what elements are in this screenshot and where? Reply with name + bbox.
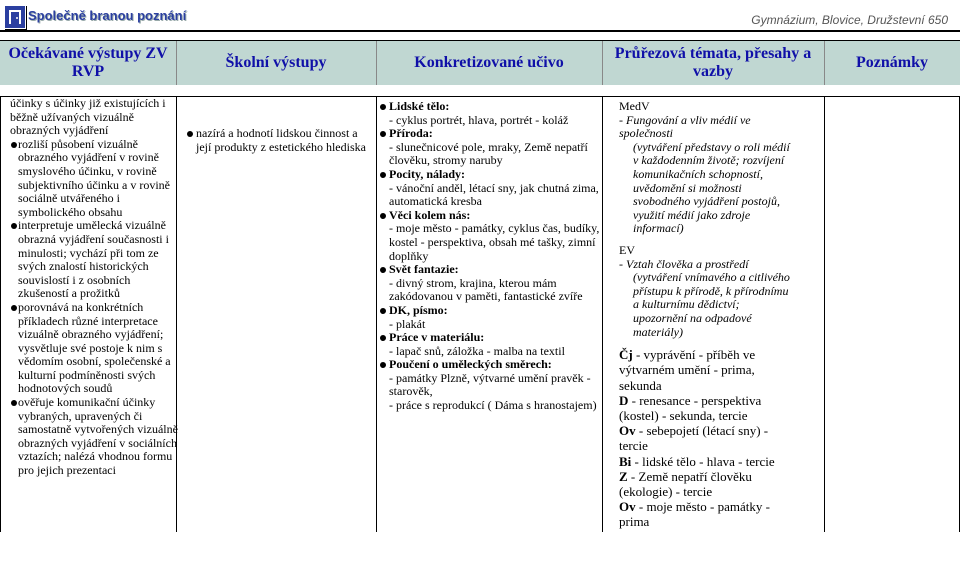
outcomes-column [10, 97, 178, 532]
content-line: - památky Plzně, výtvarné umění pravěk - starověk, [389, 370, 591, 399]
theme-title: EV [619, 242, 635, 257]
list-item: rozliší působení vizuálně obrazného vyjádření v rovině smyslového účinku, v rovině subjektivního účinku a v rovině sociálně utvářeného i symbolického obsahu [10, 138, 178, 220]
content-title: Příroda: [380, 127, 602, 141]
link-item: Čj - vyprávění - příběh ve výtvarném umění - prima, sekunda [619, 347, 756, 393]
header-notes: Poznámky [856, 54, 928, 71]
list-item: nazírá a hodnotí lidskou činnost a její produkty z estetického hlediska [186, 127, 366, 154]
content-title: Věci kolem nás: [380, 209, 602, 223]
theme-title: MedV [619, 99, 650, 113]
content-line: - cyklus portrét, hlava, portrét - koláž [389, 112, 569, 127]
content-line: - divný strom, krajina, kterou mám zakódovanou v paměti, fantastické zvíře [389, 275, 583, 304]
content-line: - práce s reprodukcí ( Dáma s hranostajem) [389, 398, 597, 413]
content-line: - slunečnicové pole, mraky, Země nepatří člověku, stromy naruby [389, 139, 588, 168]
outcome-intro: účinky s účinky již existujících i běžně užívaných vizuálně obrazných vyjádření [10, 96, 166, 138]
theme-line: - Fungování a vliv médií ve společnosti [619, 112, 751, 141]
header-content: Konkretizované učivo [414, 54, 564, 71]
content-line: - moje město - památky, cyklus čas, budíky, kostel - perspektiva, obsah mé tašky, zimní doplňky [389, 221, 600, 263]
logo-text: Společně branou poznání [28, 8, 187, 23]
theme-line: - Vztah člověka a prostředí [619, 256, 749, 271]
header-school-outcomes: Školní výstupy [225, 54, 327, 71]
content-title: Svět fantazie: [380, 263, 602, 277]
content-title: Práce v materiálu: [380, 331, 602, 345]
school-outcomes-column [186, 127, 366, 562]
header-themes: Průřezová témata, přesahy a vazby [614, 45, 812, 80]
themes-column [619, 100, 794, 535]
content-title: DK, písmo: [380, 304, 602, 318]
logo [4, 5, 187, 27]
theme-line: (vytváření vnímavého a citlivého přístupu k přírodě, k přírodnímu a kulturnímu dědictví; upozornění na odpadové materiály) [633, 270, 790, 339]
content-title: Pocity, nálady: [380, 168, 602, 182]
divider [0, 30, 960, 32]
link-item: D - renesance - perspektiva (kostel) - sekunda, tercie [619, 392, 762, 423]
link-item: Ov - sebepojetí (létací sny) - tercie [619, 423, 769, 454]
theme-line: (vytváření představy o roli médií v každodenním životě; rozvíjení komunikačních schopností, uvědomění si možnosti svobodného vyjádření postojů, využití médií jako zdroje informací) [633, 139, 790, 236]
content-line: - vánoční anděl, létací sny, jak chutná zima, automatická kresba [389, 180, 599, 209]
school-name: Gymnázium, Blovice, Družstevní 650 [751, 13, 948, 27]
list-item: porovnává na konkrétních příkladech různé interpretace vizuálně obrazného vyjádření; vysvětluje své postoje k nim s vědomím osobní, společenské a kulturní podmíněnosti svých hodnotových soudů [10, 301, 178, 396]
content-title: Lidské tělo: [380, 100, 602, 114]
header-outcomes-rvp: Očekávané výstupy ZV RVP [8, 45, 168, 80]
link-item: Z - Země nepatří člověku (ekologie) - tercie [619, 468, 752, 499]
table-header [0, 41, 960, 85]
list-item: ověřuje komunikační účinky vybraných, upravených či samostatně vytvořených vizuálně obrazných vyjádření v sociálních vztazích; nalézá vhodnou formu pro jejich prezentaci [10, 396, 178, 478]
content-title: Poučení o uměleckých směrech: [380, 358, 602, 372]
list-item: interpretuje umělecká vizuálně obrazná vyjádření současnosti i minulosti; vychází při tom ze svých znalostí historických souvislostí i z osobních zkušeností a prožitků [10, 219, 178, 301]
content-line: - lapač snů, záložka - malba na textil [389, 343, 565, 358]
content-column [380, 100, 602, 535]
door-icon [4, 5, 26, 29]
top-bar [0, 0, 960, 42]
link-item: Bi - lidské tělo - hlava - tercie [619, 453, 775, 469]
content-line: - plakát [389, 316, 426, 331]
link-item: Ov - moje město - památky - prima [619, 499, 770, 530]
